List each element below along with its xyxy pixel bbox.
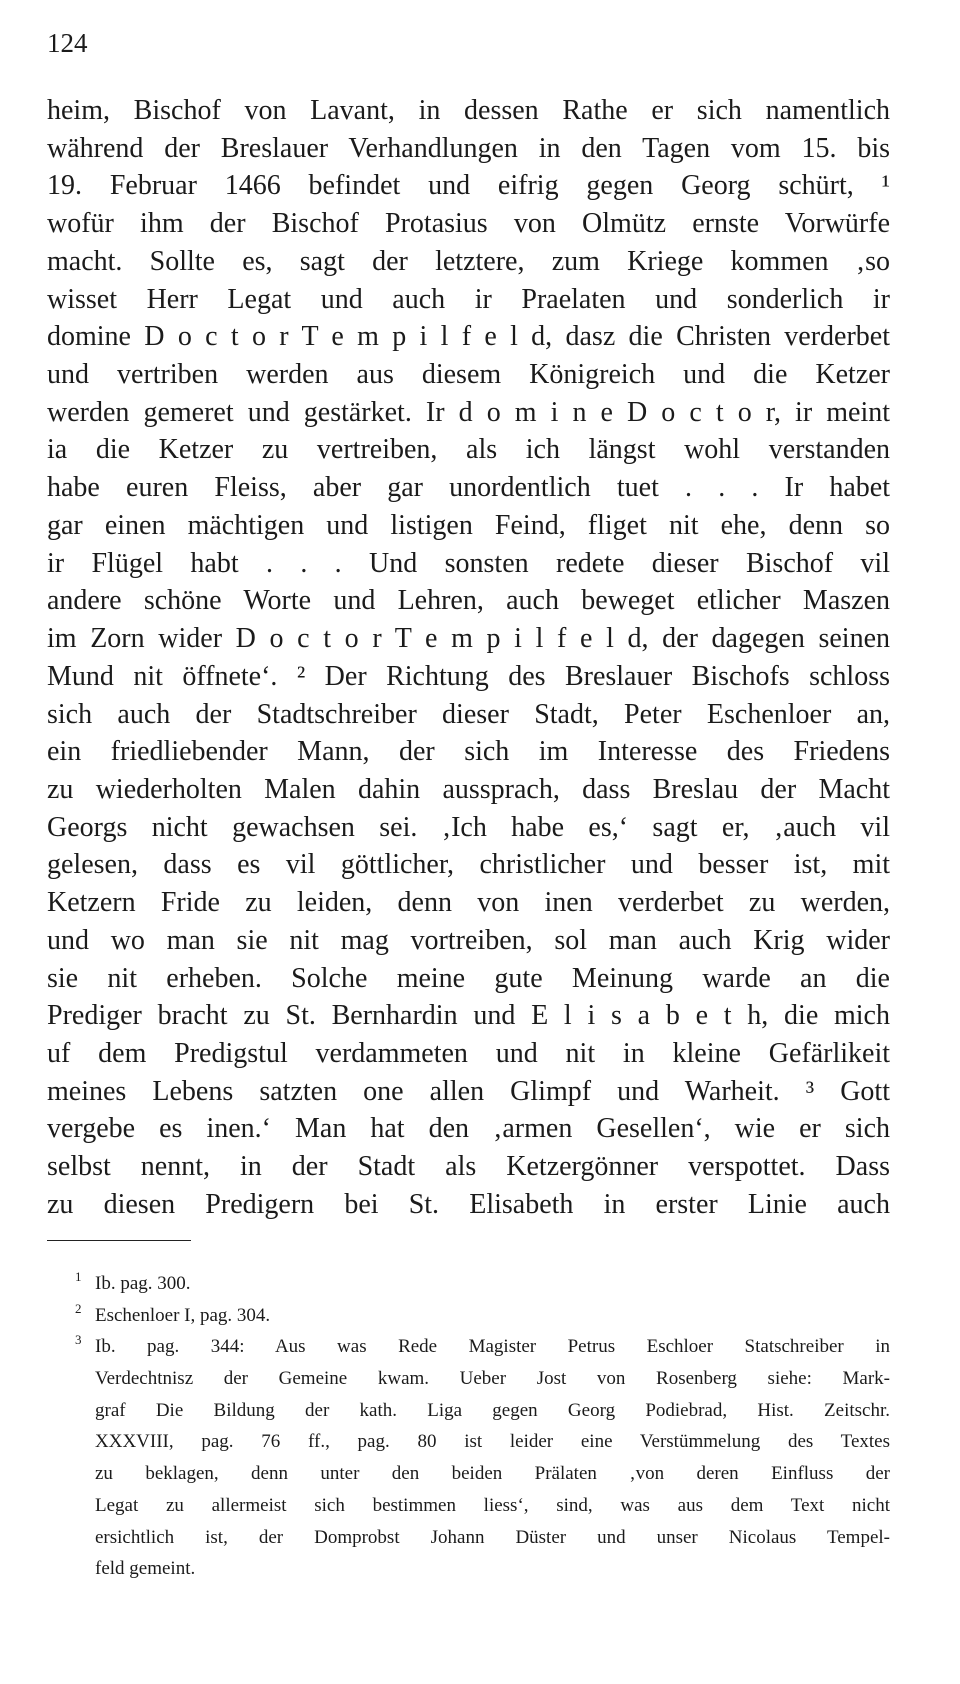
- footnote-line: Ib. pag. 300.: [95, 1273, 191, 1294]
- body-line: im Zorn wider D o c t o r T e m p i l f e l d, der dagegen seinen: [47, 623, 890, 655]
- body-line: heim, Bischof von Lavant, in dessen Rathe er sich namentlich: [47, 95, 890, 126]
- body-line: domine D o c t o r T e m p i l f e l d, dasz die Christen verderbet: [47, 321, 890, 353]
- body-line: und vertriben werden aus diesem Königreich und die Ketzer: [47, 359, 890, 391]
- body-line: ia die Ketzer zu vertreiben, als ich längst wohl verstanden: [47, 434, 890, 466]
- body-line: 19. Februar 1466 befindet und eifrig gegen Georg schürt, ¹: [47, 170, 890, 202]
- body-line: sie nit erheben. Solche meine gute Meinung warde an die: [47, 962, 890, 994]
- footnote-marker: 2: [75, 1300, 82, 1316]
- footnote-marker: 3: [75, 1332, 82, 1348]
- footnote-line: zu beklagen, denn unter den beiden Prälaten ‚von deren Einfluss der: [95, 1463, 890, 1485]
- footnote-divider: [47, 1240, 191, 1241]
- footnotes: [47, 1268, 890, 1585]
- body-line: andere schöne Worte und Lehren, auch beweget etlicher Maszen: [47, 585, 890, 617]
- body-line: zu wiederholten Malen dahin aussprach, dass Breslau der Macht: [47, 773, 890, 805]
- body-line: habe euren Fleiss, aber gar unordentlich tuet . . . Ir habet: [47, 472, 890, 504]
- body-line: Georgs nicht gewachsen sei. ‚Ich habe es,‘ sagt er, ‚auch vil: [47, 811, 890, 843]
- body-line: vergebe es inen.‘ Man hat den ‚armen Gesellen‘, wie er sich: [47, 1113, 890, 1145]
- body-line: Mund nit öffnete‘. ² Der Richtung des Breslauer Bischofs schloss: [47, 660, 890, 692]
- footnote-line: feld gemeint.: [95, 1558, 196, 1580]
- footnote-1: [47, 1268, 890, 1300]
- body-line: wisset Herr Legat und auch ir Praelaten und sonderlich ir: [47, 283, 890, 315]
- footnote-line: Ib. pag. 344: Aus was Rede Magister Petrus Eschloer Statschreiber in: [95, 1336, 890, 1358]
- body-line: während der Breslauer Verhandlungen in den Tagen vom 15. bis: [47, 132, 890, 164]
- body-line: sich auch der Stadtschreiber dieser Stadt, Peter Eschenloer an,: [47, 698, 890, 730]
- footnote-line: ersichtlich ist, der Domprobst Johann Düster und unser Nicolaus Tempel-: [95, 1526, 890, 1548]
- footnote-line: XXXVIII, pag. 76 ff., pag. 80 ist leider eine Verstümmelung des Textes: [95, 1431, 890, 1453]
- footnote-2: [47, 1300, 890, 1332]
- body-line: macht. Sollte es, sagt der letztere, zum Kriege kommen ‚so: [47, 245, 890, 277]
- body-line: selbst nennt, in der Stadt als Ketzergönner verspottet. Dass: [47, 1151, 890, 1183]
- footnote-line: graf Die Bildung der kath. Liga gegen Georg Podiebrad, Hist. Zeitschr.: [95, 1399, 890, 1421]
- page-number: 124: [47, 28, 88, 58]
- body-line: gar einen mächtigen und listigen Feind, fliget nit ehe, denn so: [47, 509, 890, 541]
- body-line: und wo man sie nit mag vortreiben, sol man auch Krig wider: [47, 924, 890, 956]
- body-line: ein friedliebender Mann, der sich im Interesse des Friedens: [47, 736, 890, 768]
- body-line: Ketzern Fride zu leiden, denn von inen verderbet zu werden,: [47, 887, 890, 919]
- footnote-line: Verdechtnisz der Gemeine kwam. Ueber Jost von Rosenberg siehe: Mark-: [95, 1368, 890, 1390]
- footnote-3: [47, 1331, 890, 1585]
- body-line: Prediger bracht zu St. Bernhardin und E l i s a b e t h, die mich: [47, 1000, 890, 1032]
- body-line: wofür ihm der Bischof Protasius von Olmütz ernste Vorwürfe: [47, 208, 890, 240]
- body-line: werden gemeret und gestärket. Ir d o m i n e D o c t o r, ir meint: [47, 396, 890, 428]
- body-line: meines Lebens satzten one allen Glimpf und Warheit. ³ Gott: [47, 1075, 890, 1107]
- body-line: ir Flügel habt . . . Und sonsten redete dieser Bischof vil: [47, 547, 890, 579]
- footnote-line: Eschenloer I, pag. 304.: [95, 1304, 271, 1326]
- body-line: uf dem Predigstul verdammeten und nit in kleine Gefärlikeit: [47, 1037, 890, 1069]
- body-text: [47, 92, 890, 1224]
- body-line: gelesen, dass es vil göttlicher, christlicher und besser ist, mit: [47, 849, 890, 881]
- footnote-line: Legat zu allermeist sich bestimmen liess‘, sind, was aus dem Text nicht: [95, 1494, 890, 1516]
- footnote-marker: 1: [75, 1269, 82, 1284]
- body-line: zu diesen Predigern bei St. Elisabeth in erster Linie auch: [47, 1188, 890, 1220]
